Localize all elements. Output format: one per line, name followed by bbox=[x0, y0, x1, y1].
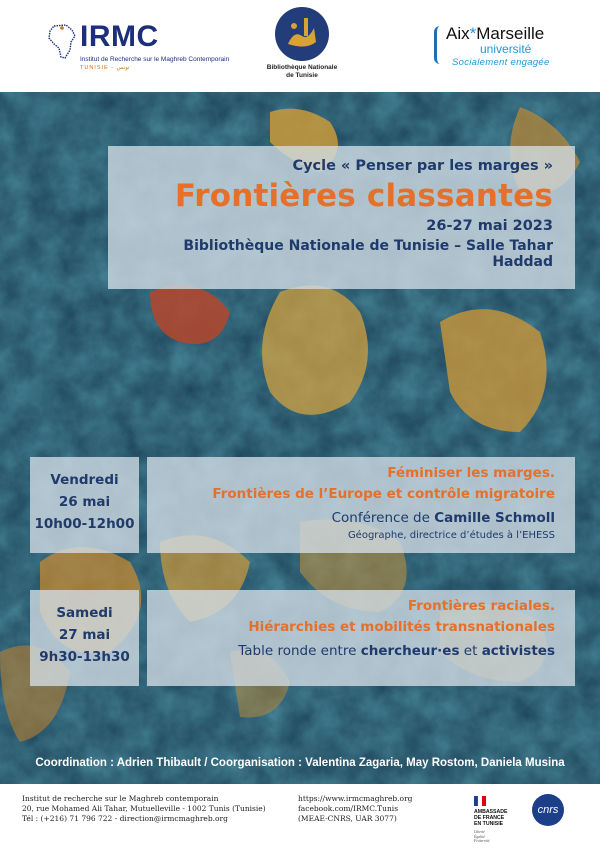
bnt-label-line1: Bibliothèque Nationale bbox=[266, 64, 338, 71]
footer-contact: Tél : (+216) 71 796 722 - direction@irmcmaghreb.org bbox=[22, 814, 228, 823]
session-2-day: Samedi bbox=[56, 605, 113, 621]
irmc-name: IRMC bbox=[80, 20, 159, 53]
amu-logo bbox=[434, 22, 574, 72]
website-link[interactable]: https://www.irmcmaghreb.org bbox=[298, 794, 413, 803]
footer-affiliation: (MEAE-CNRS, UAR 3077) bbox=[298, 814, 397, 823]
session-2-details-panel bbox=[147, 590, 575, 686]
session-1-description bbox=[157, 507, 555, 529]
session-2-date-panel bbox=[30, 590, 139, 686]
session-1-date-panel bbox=[30, 457, 139, 553]
marianne-flag-icon bbox=[474, 796, 486, 806]
motto-line1: Liberté bbox=[474, 830, 485, 834]
cnrs-logo: cnrs bbox=[532, 794, 564, 826]
session-1-title-line1: Féminiser les marges. bbox=[387, 465, 555, 481]
irmc-subtitle: Institut de Recherche sur le Maghreb Contemporain bbox=[80, 56, 230, 63]
session-1-speaker-role: Géographe, directrice d’études à l’EHESS bbox=[347, 530, 555, 541]
amu-name-part1: Aix bbox=[446, 24, 470, 43]
irmc-country: TUNISIE - تونس bbox=[80, 65, 130, 71]
coordination-credits: Coordination : Adrien Thibault / Coorganisation : Valentina Zagaria, May Rostom, Daniela Musina bbox=[35, 757, 565, 769]
embassy-name bbox=[474, 809, 507, 827]
cycle-title: Cycle « Penser par les marges » bbox=[292, 158, 553, 174]
header bbox=[0, 0, 600, 92]
event-dates: 26-27 mai 2023 bbox=[426, 218, 553, 234]
bnt-label-line2: de Tunisie bbox=[286, 72, 318, 79]
republic-motto bbox=[474, 830, 490, 844]
embassy-name-line2: DE FRANCE bbox=[474, 815, 505, 821]
session-2-description bbox=[157, 640, 555, 662]
session-2-time: 9h30-13h30 bbox=[39, 649, 130, 665]
session-2-desc-mid: et bbox=[459, 643, 482, 659]
footer-address bbox=[22, 794, 266, 824]
session-2-title-line2: Hiérarchies et mobilités transnationales bbox=[248, 619, 555, 635]
embassy-name-line1: AMBASSADE bbox=[474, 809, 508, 815]
bnt-logo bbox=[262, 6, 342, 90]
session-1-day: Vendredi bbox=[50, 472, 119, 488]
africa-map-icon bbox=[48, 24, 76, 60]
motto-line3: Fraternité bbox=[474, 839, 490, 843]
session-1-desc-prefix: Conférence de bbox=[331, 510, 435, 526]
footer-address-line2: 20, rue Mohamed Ali Tahar, Mutuelleville - 1002 Tunis (Tunisie) bbox=[22, 804, 266, 813]
amu-star-icon: * bbox=[469, 24, 477, 43]
session-2-desc-prefix: Table ronde entre bbox=[238, 643, 361, 659]
amu-name-part2: Marseille bbox=[476, 24, 545, 43]
bnt-label bbox=[262, 64, 342, 80]
session-1-speaker: Camille Schmoll bbox=[434, 510, 555, 526]
amu-bracket-icon bbox=[434, 26, 440, 64]
motto-line2: Égalité bbox=[474, 834, 485, 839]
session-2-group2: activistes bbox=[481, 643, 555, 659]
session-1-title-line2: Frontières de l’Europe et contrôle migratoire bbox=[212, 486, 555, 502]
bnt-seal-icon bbox=[274, 6, 330, 62]
footer-address-line1: Institut de recherche sur le Maghreb contemporain bbox=[22, 794, 219, 803]
embassy-name-line3: EN TUNISIE bbox=[474, 821, 504, 827]
session-2-date: 27 mai bbox=[58, 627, 111, 643]
footer bbox=[0, 784, 600, 849]
amu-tagline: Socialement engagée bbox=[452, 57, 550, 68]
session-2-title-line1: Frontières raciales. bbox=[407, 598, 555, 614]
irmc-logo bbox=[48, 20, 230, 80]
session-1-time: 10h00-12h00 bbox=[34, 516, 135, 532]
footer-links bbox=[298, 794, 412, 824]
session-2-group1: chercheur·es bbox=[360, 643, 460, 659]
session-1-details-panel bbox=[147, 457, 575, 553]
main-title: Frontières classantes bbox=[174, 178, 553, 214]
amu-universite: université bbox=[480, 42, 532, 56]
amu-name bbox=[446, 24, 544, 44]
session-1-date: 26 mai bbox=[58, 494, 111, 510]
embassy-logo bbox=[470, 796, 530, 844]
facebook-link[interactable]: facebook.com/IRMC.Tunis bbox=[298, 804, 399, 813]
event-venue: Bibliothèque Nationale de Tunisie – Salle Tahar Haddad bbox=[183, 238, 553, 270]
title-panel bbox=[108, 146, 575, 289]
